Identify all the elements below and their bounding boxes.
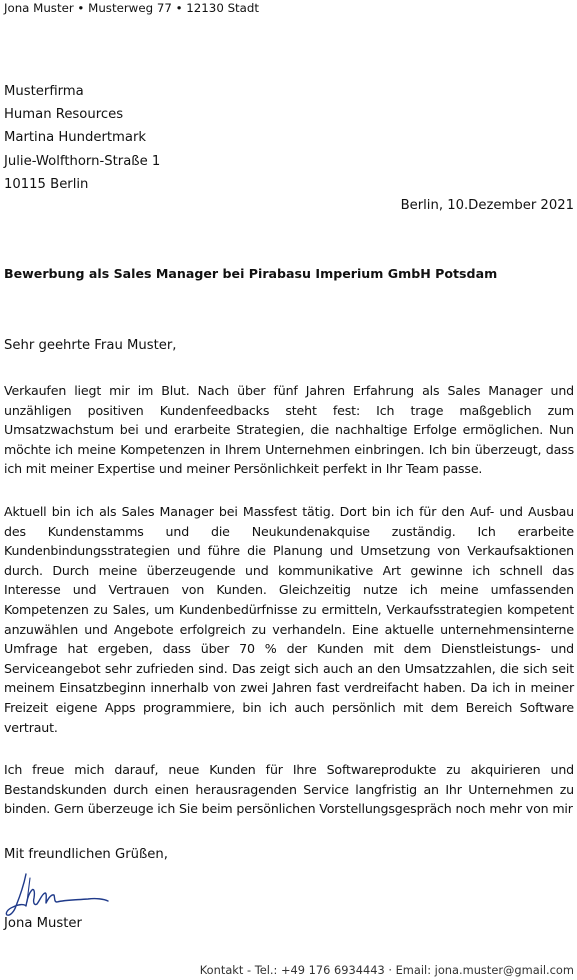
salutation: Sehr geehrte Frau Muster,: [4, 338, 177, 353]
body-paragraph-3: Ich freue mich darauf, neue Kunden für Ihre Softwareprodukte zu akquirieren und Bestandskunden durch einen herausragenden Service langfristig an Ihr Unternehmen zu binden. Gern überzeuge ich Sie beim persönlichen Vorstellungsgespräch noch mehr von mir: [4, 762, 574, 817]
sender-address-line: Jona Muster • Musterweg 77 • 12130 Stadt: [4, 1, 260, 15]
contact-footer: Kontakt - Tel.: +49 176 6934443 · Email: jona.muster@gmail.com: [199, 963, 574, 977]
recipient-city: 10115 Berlin: [4, 176, 89, 192]
body-paragraph-1: Verkaufen liegt mir im Blut. Nach über fünf Jahren Erfahrung als Sales Manager und unzähligen positiven Kundenfeedbacks steht fest: Ich trage maßgeblich zum Umsatzwachstum bei und erarbeite Strategien, die nachhaltige Erfolge ermöglichen. Nun möchte ich meine Kompetenzen in Ihrem Unternehmen einbringen. Ich bin überzeugt, dass ich mit meiner Expertise und meiner Persönlichkeit perfekt in Ihr Team passe.: [4, 383, 574, 477]
recipient-company: Musterfirma: [4, 84, 84, 99]
recipient-department: Human Resources: [4, 107, 124, 123]
body-paragraph-2: Aktuell bin ich als Sales Manager bei Massfest tätig. Dort bin ich für den Auf- und Ausbau des Kundenstamms und die Neukundenakquise zuständig. Ich erarbeite Kundenbindungsstrategien und führe die Planung und Umsetzung von Verkaufsaktionen durch. Durch meine überzeugende und kommunikative Art gewinne ich schnell das Interesse und Vertrauen von Kunden. Gleichzeitig nutze ich meine umfassenden Kompetenzen zu Sales, um Kundenbedürfnisse zu ermitteln, Verkaufsstrategien kompetent anzuwählen und Angebote erfolgreich zu verhandeln. Eine aktuelle unternehmensinterne Umfrage hat ergeben, dass über 70 % der Kunden mit dem Dienstleistungs- und Serviceangebot sehr zufrieden sind. Das zeigt sich auch an den Umsatzzahlen, die sich seit meinem Einsatzbeginn innerhalb von zwei Jahren fast verdreifacht haben. Da ich in meiner Freizeit eigene Apps programmiere, bin ich auch persönlich mit dem Bereich Software vertraut.: [4, 504, 574, 735]
closing-phrase: Mit freundlichen Grüßen,: [4, 847, 168, 862]
recipient-contact: Martina Hundertmark: [4, 130, 147, 146]
letter-subject: Bewerbung als Sales Manager bei Pirabasu Imperium GmbH Potsdam: [4, 266, 498, 281]
signature-name: Jona Muster: [4, 916, 82, 931]
recipient-street: Julie-Wolfthorn-Straße 1: [4, 153, 161, 169]
letter-date: Berlin, 10.Dezember 2021: [400, 198, 574, 213]
recipient-address-block: [4, 80, 160, 196]
